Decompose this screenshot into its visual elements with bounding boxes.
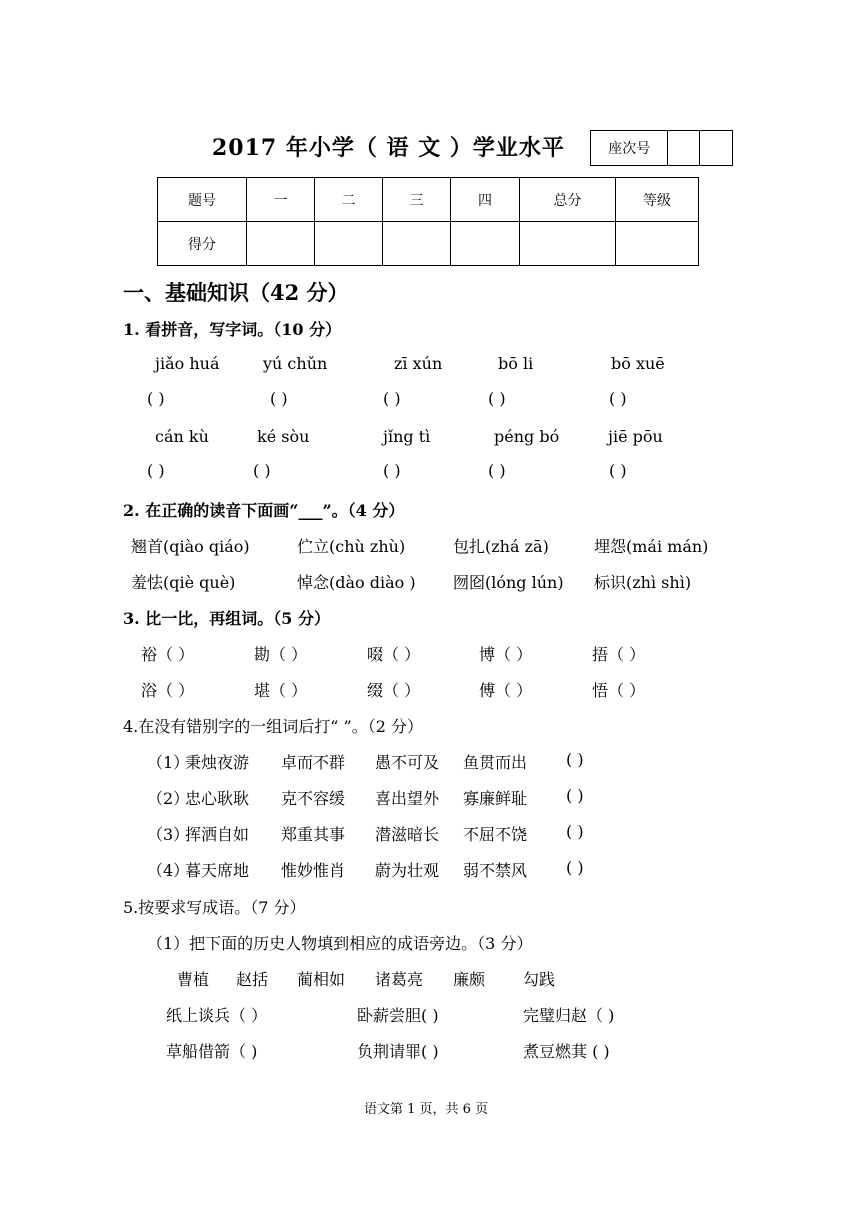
score-cell[interactable]	[383, 222, 451, 266]
idiom: 暮天席地	[185, 861, 250, 880]
answer-blank[interactable]: ( )	[383, 389, 401, 408]
compare-item[interactable]: 勘（ ）	[254, 645, 308, 664]
score-cell[interactable]	[315, 222, 383, 266]
answer-blank[interactable]: ( )	[383, 461, 401, 480]
historical-name: 赵括	[236, 970, 269, 989]
seat-number-cell[interactable]	[700, 131, 732, 165]
compare-item[interactable]: 堪（ ）	[254, 681, 308, 700]
answer-blank[interactable]: ( )	[609, 389, 627, 408]
idiom-blank[interactable]: 纸上谈兵（ ）	[166, 1006, 268, 1025]
idiom: 克不容缓	[281, 789, 346, 808]
idiom: 鱼贯而出	[463, 753, 528, 772]
answer-blank[interactable]: ( )	[270, 389, 288, 408]
pinyin: jǐng tì	[383, 427, 431, 446]
historical-name: 诸葛亮	[375, 970, 424, 989]
idiom: 寡廉鲜耻	[463, 789, 528, 808]
idiom: 喜出望外	[375, 789, 440, 808]
pinyin: yú chǔn	[263, 354, 328, 373]
answer-blank[interactable]: ( )	[566, 750, 584, 769]
header-cell: 四	[451, 178, 520, 222]
idiom: 不屈不饶	[463, 825, 528, 844]
answer-blank[interactable]: ( )	[488, 389, 506, 408]
idiom: 潜滋暗长	[375, 825, 440, 844]
idiom: 卓而不群	[281, 753, 346, 772]
historical-name: 廉颇	[453, 970, 486, 989]
score-cell[interactable]	[451, 222, 520, 266]
score-cell[interactable]	[616, 222, 699, 266]
pinyin: zī xún	[394, 354, 443, 373]
historical-name: 勾践	[523, 970, 556, 989]
reading-option[interactable]: 标识(zhì shì)	[594, 573, 692, 592]
page-footer: 语文第 1 页，共 6 页	[364, 1102, 489, 1117]
historical-name: 蔺相如	[297, 970, 346, 989]
compare-item[interactable]: 缀（ ）	[367, 681, 421, 700]
pinyin: péng bó	[494, 427, 560, 446]
question-3-prompt: 3. 比一比，再组词。（5 分）	[123, 609, 330, 628]
row-label: 得分	[158, 222, 247, 266]
pinyin: cán kù	[155, 427, 209, 446]
idiom: 忠心耿耿	[185, 789, 250, 808]
compare-item[interactable]: 傅（ ）	[479, 681, 533, 700]
answer-blank[interactable]: ( )	[566, 822, 584, 841]
idiom: 挥洒自如	[185, 825, 250, 844]
idiom: 郑重其事	[281, 825, 346, 844]
score-table	[157, 177, 699, 266]
reading-option[interactable]: 翘首(qiào qiáo)	[131, 537, 250, 556]
idiom: 愚不可及	[375, 753, 440, 772]
pinyin: ké sòu	[257, 427, 310, 446]
option-number: （3）	[147, 825, 190, 844]
seat-number-box	[590, 130, 733, 166]
header-cell: 二	[315, 178, 383, 222]
reading-option[interactable]: 囫囵(lóng lún)	[453, 573, 564, 592]
exam-title: 2017 年小学（ 语 文 ）学业水平	[212, 135, 565, 161]
reading-option[interactable]: 伫立(chù zhù)	[297, 537, 406, 556]
option-number: （4）	[147, 861, 190, 880]
idiom-blank[interactable]: 卧薪尝胆( )	[357, 1006, 439, 1025]
reading-option[interactable]: 埋怨(mái mán)	[594, 537, 709, 556]
answer-blank[interactable]: ( )	[253, 461, 271, 480]
answer-blank[interactable]: ( )	[147, 461, 165, 480]
question-4-prompt: 4.在没有错别字的一组词后打“ ”。（2 分）	[123, 717, 423, 736]
section-heading: 一、基础知识（42 分）	[123, 280, 349, 305]
score-table-score-row	[158, 222, 699, 266]
idiom-blank[interactable]: 草船借箭（ )	[166, 1042, 258, 1061]
answer-blank[interactable]: ( )	[488, 461, 506, 480]
compare-item[interactable]: 啜（ ）	[367, 645, 421, 664]
answer-blank[interactable]: ( )	[147, 389, 165, 408]
pinyin: bō xuē	[611, 354, 665, 373]
compare-item[interactable]: 悟（ ）	[592, 681, 646, 700]
question-5-prompt: 5.按要求写成语。（7 分）	[123, 898, 306, 917]
pinyin: jiē pōu	[608, 427, 663, 446]
sub-question: （1）把下面的历史人物填到相应的成语旁边。（3 分）	[147, 934, 533, 953]
compare-item[interactable]: 捂（ ）	[592, 645, 646, 664]
answer-blank[interactable]: ( )	[566, 786, 584, 805]
idiom: 蔚为壮观	[375, 861, 440, 880]
header-cell: 题号	[158, 178, 247, 222]
reading-option[interactable]: 羞怯(qiè què)	[131, 573, 236, 592]
reading-option[interactable]: 包扎(zhá zā)	[453, 537, 549, 556]
idiom-blank[interactable]: 煮豆燃萁 ( )	[523, 1042, 610, 1061]
option-number: （1）	[147, 753, 190, 772]
reading-option[interactable]: 悼念(dào diào )	[297, 573, 416, 592]
question-2-prompt: 2. 在正确的读音下面画“___”。（4 分）	[123, 501, 405, 520]
pinyin: jiǎo huá	[155, 354, 220, 373]
question-1-prompt: 1. 看拼音，写字词。（10 分）	[123, 320, 342, 339]
historical-name: 曹植	[177, 970, 210, 989]
option-number: （2）	[147, 789, 190, 808]
header-cell: 一	[247, 178, 315, 222]
answer-blank[interactable]: ( )	[609, 461, 627, 480]
header-cell: 总分	[520, 178, 616, 222]
answer-blank[interactable]: ( )	[566, 858, 584, 877]
idiom: 弱不禁风	[463, 861, 528, 880]
compare-item[interactable]: 裕（ ）	[141, 645, 195, 664]
idiom-blank[interactable]: 负荆请罪( )	[357, 1042, 439, 1061]
seat-number-label: 座次号	[591, 131, 668, 165]
score-cell[interactable]	[247, 222, 315, 266]
idiom: 惟妙惟肖	[281, 861, 346, 880]
seat-number-cell[interactable]	[668, 131, 700, 165]
idiom: 秉烛夜游	[185, 753, 250, 772]
compare-item[interactable]: 博（ ）	[479, 645, 533, 664]
header-cell: 三	[383, 178, 451, 222]
idiom-blank[interactable]: 完璧归赵（ )	[523, 1006, 615, 1025]
score-cell[interactable]	[520, 222, 616, 266]
score-table-header-row	[158, 178, 699, 222]
pinyin: bō li	[498, 354, 534, 373]
header-cell: 等级	[616, 178, 699, 222]
compare-item[interactable]: 浴（ ）	[141, 681, 195, 700]
